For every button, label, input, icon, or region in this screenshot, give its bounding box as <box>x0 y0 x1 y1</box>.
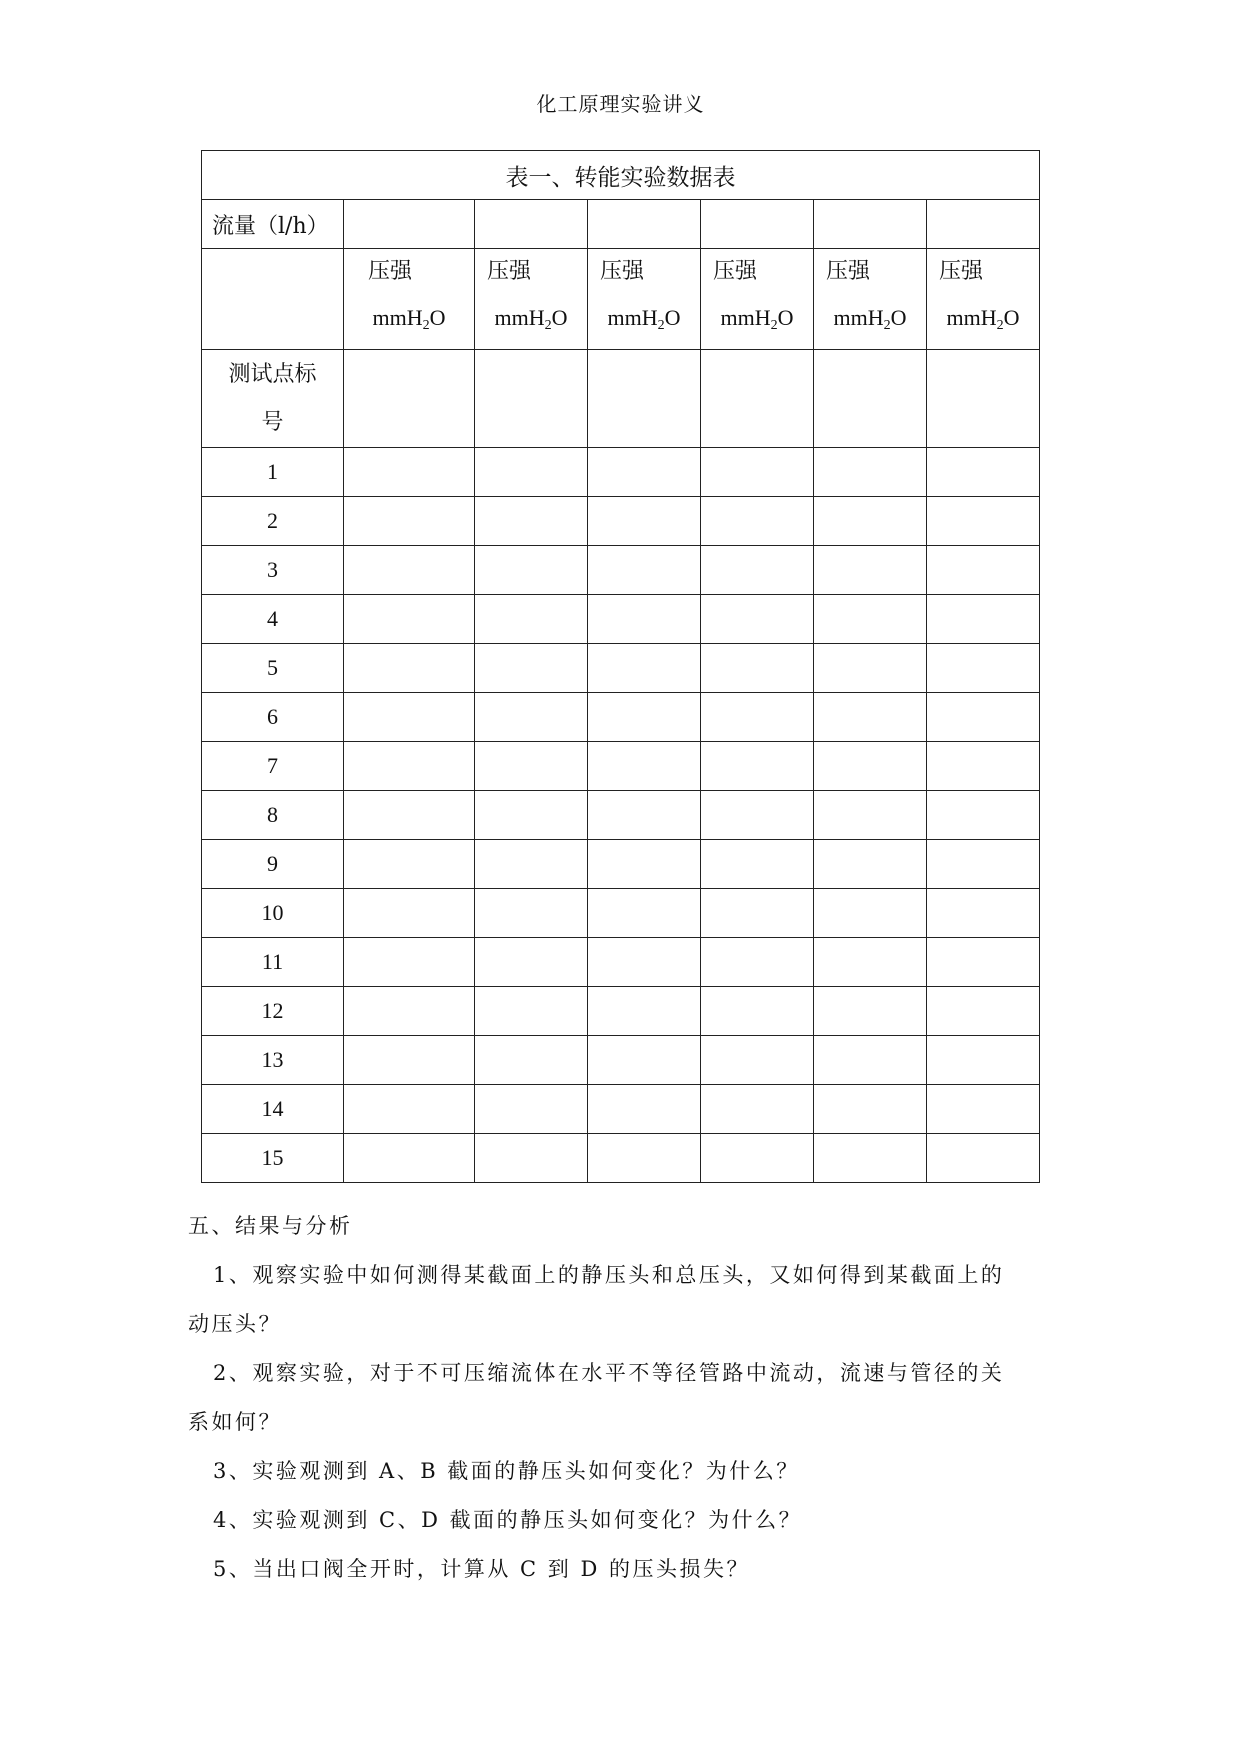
data-cell[interactable] <box>927 987 1040 1036</box>
flow-cell[interactable] <box>475 200 588 249</box>
data-cell[interactable] <box>588 840 701 889</box>
data-cell[interactable] <box>344 1085 475 1134</box>
data-cell[interactable] <box>588 546 701 595</box>
data-cell[interactable] <box>701 497 814 546</box>
table-title: 表一、转能实验数据表 <box>202 151 1040 200</box>
data-cell[interactable] <box>475 791 588 840</box>
experiment-data-table <box>201 150 1040 1183</box>
data-cell[interactable] <box>927 448 1040 497</box>
data-cell[interactable] <box>344 1036 475 1085</box>
data-cell[interactable] <box>588 350 701 448</box>
data-cell[interactable] <box>927 791 1040 840</box>
data-cell[interactable] <box>927 1085 1040 1134</box>
data-cell[interactable] <box>701 350 814 448</box>
data-cell[interactable] <box>344 742 475 791</box>
data-cell[interactable] <box>814 644 927 693</box>
testpoint-row <box>202 350 1040 448</box>
pressure-header-cell <box>814 249 927 350</box>
question-2-line-2: 系如何？ <box>188 1410 282 1434</box>
data-cell[interactable] <box>701 595 814 644</box>
data-cell[interactable] <box>814 546 927 595</box>
data-cell[interactable] <box>344 546 475 595</box>
data-cell[interactable] <box>475 987 588 1036</box>
row-number: 13 <box>202 1036 344 1085</box>
data-cell[interactable] <box>344 350 475 448</box>
data-cell[interactable] <box>814 889 927 938</box>
question-5: 5、当出口阀全开时，计算从 C 到 D 的压头损失？ <box>213 1557 750 1581</box>
row-number: 14 <box>202 1085 344 1134</box>
pressure-label: 压强 <box>713 259 758 284</box>
data-cell[interactable] <box>814 1036 927 1085</box>
data-cell[interactable] <box>588 644 701 693</box>
data-cell[interactable] <box>701 693 814 742</box>
data-cell[interactable] <box>814 595 927 644</box>
pressure-label: 压强 <box>826 259 871 284</box>
data-cell[interactable] <box>927 742 1040 791</box>
data-cell[interactable] <box>814 1134 927 1183</box>
table-row <box>202 1036 1040 1085</box>
table-row <box>202 497 1040 546</box>
flow-cell[interactable] <box>701 200 814 249</box>
table-row <box>202 546 1040 595</box>
data-cell[interactable] <box>475 938 588 987</box>
data-cell[interactable] <box>475 644 588 693</box>
data-cell[interactable] <box>927 840 1040 889</box>
data-cell[interactable] <box>344 987 475 1036</box>
empty-header-cell <box>202 249 344 350</box>
pressure-unit: mmH$_2$O <box>946 305 1020 333</box>
data-cell[interactable] <box>814 693 927 742</box>
data-cell[interactable] <box>927 595 1040 644</box>
data-cell[interactable] <box>344 791 475 840</box>
table-row <box>202 644 1040 693</box>
data-cell[interactable] <box>927 693 1040 742</box>
data-cell[interactable] <box>475 840 588 889</box>
data-cell[interactable] <box>814 448 927 497</box>
data-cell[interactable] <box>475 448 588 497</box>
data-cell[interactable] <box>814 791 927 840</box>
data-cell[interactable] <box>814 497 927 546</box>
row-number: 7 <box>202 742 344 791</box>
row-number: 9 <box>202 840 344 889</box>
data-cell[interactable] <box>927 889 1040 938</box>
row-number: 4 <box>202 595 344 644</box>
data-cell[interactable] <box>344 595 475 644</box>
data-cell[interactable] <box>344 644 475 693</box>
data-cell[interactable] <box>475 1134 588 1183</box>
row-number: 15 <box>202 1134 344 1183</box>
question-1-line-2: 动压头？ <box>188 1312 282 1336</box>
pressure-header-cell <box>927 249 1040 350</box>
flow-cell[interactable] <box>927 200 1040 249</box>
data-cell[interactable] <box>475 595 588 644</box>
data-cell[interactable] <box>701 1036 814 1085</box>
row-number: 12 <box>202 987 344 1036</box>
data-cell[interactable] <box>475 1036 588 1085</box>
data-cell[interactable] <box>475 693 588 742</box>
data-cell[interactable] <box>588 791 701 840</box>
row-number: 1 <box>202 448 344 497</box>
data-cell[interactable] <box>814 938 927 987</box>
data-cell[interactable] <box>701 791 814 840</box>
data-cell[interactable] <box>701 742 814 791</box>
row-number: 10 <box>202 889 344 938</box>
data-cell[interactable] <box>701 448 814 497</box>
data-cell[interactable] <box>701 938 814 987</box>
pressure-unit: mmH$_2$O <box>833 305 907 333</box>
flow-label: 流量（l/h） <box>202 200 344 249</box>
pressure-label: 压强 <box>368 259 413 284</box>
data-cell[interactable] <box>814 1085 927 1134</box>
row-number: 11 <box>202 938 344 987</box>
data-cell[interactable] <box>344 840 475 889</box>
pressure-unit: mmH$_2$O <box>494 305 568 333</box>
data-cell[interactable] <box>814 840 927 889</box>
data-cell[interactable] <box>588 693 701 742</box>
table-row <box>202 448 1040 497</box>
table-row <box>202 595 1040 644</box>
data-cell[interactable] <box>927 644 1040 693</box>
data-cell[interactable] <box>927 938 1040 987</box>
flow-cell[interactable] <box>588 200 701 249</box>
pressure-unit: mmH$_2$O <box>720 305 794 333</box>
table-row <box>202 693 1040 742</box>
question-3: 3、实验观测到 A、B 截面的静压头如何变化？为什么？ <box>213 1459 800 1483</box>
data-cell[interactable] <box>927 1134 1040 1183</box>
data-cell[interactable] <box>701 546 814 595</box>
data-cell[interactable] <box>814 742 927 791</box>
row-number: 3 <box>202 546 344 595</box>
table-row <box>202 742 1040 791</box>
row-number: 5 <box>202 644 344 693</box>
flow-cell[interactable] <box>344 200 475 249</box>
data-cell[interactable] <box>701 1134 814 1183</box>
question-4: 4、实验观测到 C、D 截面的静压头如何变化？为什么？ <box>213 1508 803 1532</box>
pressure-unit: mmH$_2$O <box>372 305 446 333</box>
data-cell[interactable] <box>701 1085 814 1134</box>
table-row <box>202 938 1040 987</box>
data-cell[interactable] <box>588 1036 701 1085</box>
testpoint-label-line2: 号 <box>261 409 284 435</box>
data-cell[interactable] <box>701 840 814 889</box>
data-cell[interactable] <box>927 546 1040 595</box>
table-row <box>202 1134 1040 1183</box>
data-cell[interactable] <box>588 497 701 546</box>
data-cell[interactable] <box>927 497 1040 546</box>
data-cell[interactable] <box>701 987 814 1036</box>
data-cell[interactable] <box>588 742 701 791</box>
data-cell[interactable] <box>475 546 588 595</box>
question-2-line-1: 2、观察实验，对于不可压缩流体在水平不等径管路中流动，流速与管径的关 <box>213 1361 1005 1385</box>
data-cell[interactable] <box>588 595 701 644</box>
pressure-label: 压强 <box>487 259 532 284</box>
pressure-header-cell <box>588 249 701 350</box>
section-heading: 五、结果与分析 <box>188 1214 353 1238</box>
pressure-header-cell <box>344 249 475 350</box>
table-row <box>202 840 1040 889</box>
data-cell[interactable] <box>475 742 588 791</box>
question-1-line-1: 1、观察实验中如何测得某截面上的静压头和总压头，又如何得到某截面上的 <box>213 1263 1005 1287</box>
row-number: 6 <box>202 693 344 742</box>
analysis-section <box>188 1202 1058 1594</box>
data-cell[interactable] <box>344 497 475 546</box>
pressure-label: 压强 <box>600 259 645 284</box>
table-row <box>202 1085 1040 1134</box>
pressure-header-row <box>202 249 1040 350</box>
row-number: 8 <box>202 791 344 840</box>
pressure-header-cell <box>475 249 588 350</box>
table-row <box>202 987 1040 1036</box>
data-cell[interactable] <box>344 889 475 938</box>
data-cell[interactable] <box>701 889 814 938</box>
numbered-rows <box>202 448 1040 1183</box>
data-cell[interactable] <box>588 1134 701 1183</box>
data-cell[interactable] <box>344 938 475 987</box>
flow-row <box>202 200 1040 249</box>
data-cell[interactable] <box>475 889 588 938</box>
row-number: 2 <box>202 497 344 546</box>
data-cell[interactable] <box>588 1085 701 1134</box>
data-cell[interactable] <box>701 644 814 693</box>
data-cell[interactable] <box>588 987 701 1036</box>
table-row <box>202 889 1040 938</box>
table-row <box>202 791 1040 840</box>
data-cell[interactable] <box>475 497 588 546</box>
testpoint-label-cell <box>202 350 344 448</box>
data-cell[interactable] <box>344 448 475 497</box>
data-cell[interactable] <box>475 1085 588 1134</box>
data-cell[interactable] <box>344 1134 475 1183</box>
data-cell[interactable] <box>814 987 927 1036</box>
data-cell[interactable] <box>927 350 1040 448</box>
testpoint-label-line1: 测试点标 <box>228 361 317 387</box>
data-cell[interactable] <box>588 448 701 497</box>
data-cell[interactable] <box>814 350 927 448</box>
page-header-title: 化工原理实验讲义 <box>536 92 705 116</box>
pressure-unit: mmH$_2$O <box>607 305 681 333</box>
data-cell[interactable] <box>344 693 475 742</box>
pressure-label: 压强 <box>939 259 984 284</box>
pressure-header-cell <box>701 249 814 350</box>
data-cell[interactable] <box>588 889 701 938</box>
flow-cell[interactable] <box>814 200 927 249</box>
data-cell[interactable] <box>927 1036 1040 1085</box>
data-cell[interactable] <box>588 938 701 987</box>
data-cell[interactable] <box>475 350 588 448</box>
